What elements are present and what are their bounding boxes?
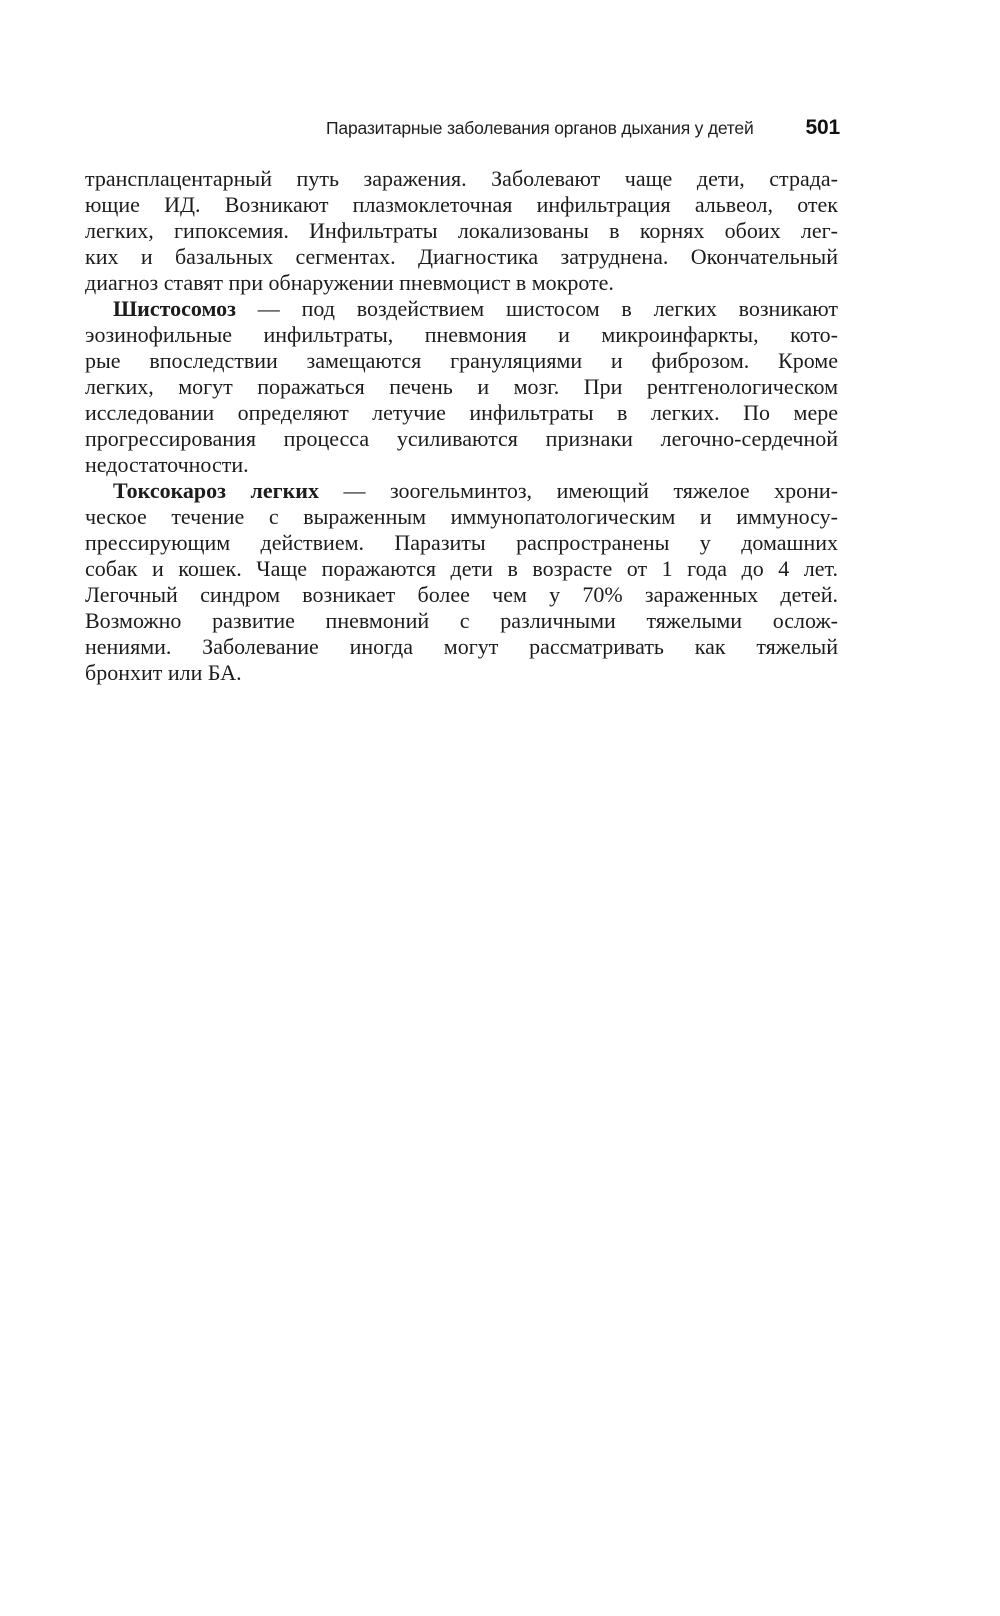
body-text [85,166,838,686]
text-line: легких, могут поражаться печень и мозг. При рентгенологическом [85,374,838,399]
text-line: исследовании определяют летучие инфильтраты в легких. По мере [85,400,838,425]
term-lead: Токсокароз легких [113,478,319,503]
line-text: — зоогельминтоз, имеющий тяжелое хрони- [318,478,838,503]
text-line: ющие ИД. Возникают плазмоклеточная инфильтрация альвеол, отек [85,192,838,217]
text-line: бронхит или БА. [85,660,242,685]
paragraph-shistosomoz [85,296,838,478]
text-line [85,296,838,322]
term-lead: Шистосомоз [113,296,236,321]
paragraph-continuation [85,166,838,296]
paragraph-toksokaroz [85,478,838,686]
text-line: ческое течение с выраженным иммунопатологическим и иммуносу- [85,504,838,529]
text-line [85,478,838,504]
text-line: рые впоследствии замещаются грануляциями и фиброзом. Кроме [85,348,838,373]
text-line: прогрессирования процесса усиливаются признаки легочно-сердечной [85,426,838,451]
text-line: легких, гипоксемия. Инфильтраты локализованы в корнях обоих лег- [85,218,838,243]
text-line: Возможно развитие пневмоний с различными тяжелыми ослож- [85,608,838,633]
text-line: недостаточности. [85,452,249,477]
running-title: Паразитарные заболевания органов дыхания у детей [326,118,754,138]
running-head [85,116,840,140]
text-line: ких и базальных сегментах. Диагностика затруднена. Окончательный [85,244,838,269]
page-number: 501 [805,116,840,139]
text-line: эозинофильные инфильтраты, пневмония и микроинфаркты, кото- [85,322,838,347]
text-line: трансплацентарный путь заражения. Заболевают чаще дети, страда- [85,166,838,191]
text-line: нениями. Заболевание иногда могут рассматривать как тяжелый [85,634,838,659]
text-line: Легочный синдром возникает более чем у 70% зараженных детей. [85,582,838,607]
text-line: прессирующим действием. Паразиты распространены у домашних [85,530,838,555]
line-text: — под воздействием шистосом в легких возникают [236,296,838,321]
text-line: диагноз ставят при обнаружении пневмоцист в мокроте. [85,270,614,295]
text-line: собак и кошек. Чаще поражаются дети в возрасте от 1 года до 4 лет. [85,556,838,581]
